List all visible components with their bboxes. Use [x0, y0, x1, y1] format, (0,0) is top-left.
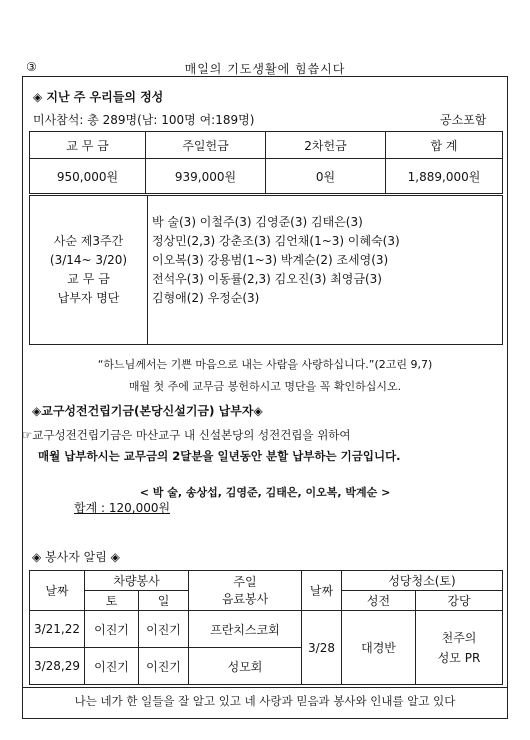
- col-header-sunday: 주일헌금: [146, 132, 266, 159]
- header-drink-line2: 음료봉사: [221, 591, 269, 606]
- cleaning-yard: [416, 611, 503, 685]
- header-vehicle: 차량봉사: [85, 571, 189, 591]
- value-second: 0원: [266, 159, 386, 194]
- volunteer-table: [29, 570, 503, 685]
- payer-names-line: 전석우(3) 이동률(2,3) 김오진(3) 최영금(3): [152, 272, 382, 286]
- dues-reminder: 매월 첫 주에 교무금 봉헌하시고 명단을 꼭 확인하십시오.: [128, 380, 402, 393]
- header-drink: [189, 571, 302, 611]
- value-total: 1,889,000원: [386, 159, 503, 194]
- payer-label-line: 납부자 명단: [57, 291, 120, 305]
- header-date: 날짜: [30, 571, 85, 611]
- attendance-note: 공소포함: [440, 113, 487, 127]
- volunteer-section-title: ◈ 봉사자 알림 ◈: [32, 550, 120, 564]
- footer-divider: [22, 687, 508, 688]
- row-date: 3/21,22: [30, 611, 85, 648]
- header-drink-line1: 주일: [233, 574, 257, 589]
- payer-list-label: [30, 196, 148, 344]
- col-header-dues: 교 무 금: [30, 132, 146, 159]
- header-sat: 토: [85, 591, 139, 611]
- fund-donor-list: < 박 술, 송상섭, 김영준, 김태은, 이오복, 박계순 >: [139, 486, 391, 499]
- fund-section-title: ◈교구성전건립기금(본당신설기금) 납부자◈: [32, 404, 263, 418]
- header-sanctuary: 성전: [342, 591, 416, 611]
- value-dues: 950,000원: [30, 159, 146, 194]
- cleaning-date: 3/28: [302, 611, 342, 685]
- fund-description-line1: ☞교구성전건립기금은 마산교구 내 신설본당의 성전건립을 위하여: [22, 428, 351, 442]
- footer-verse: 나는 네가 한 일들을 잘 알고 있고 네 사랑과 믿음과 봉사와 인내를 알고 있다: [74, 694, 456, 708]
- payer-names-line: 김형애(2) 우정순(3): [152, 291, 260, 305]
- payer-names-line: 정상민(2,3) 강춘조(3) 김언채(1~3) 이혜숙(3): [152, 234, 400, 248]
- row-sun: 이진기: [139, 648, 189, 685]
- payer-label-line: (3/14~ 3/20): [49, 253, 128, 267]
- page-title: 매일의 기도생활에 힘씁시다: [184, 62, 346, 76]
- header-cleaning: 성당청소(토): [342, 571, 503, 591]
- row-sat: 이진기: [85, 648, 139, 685]
- col-header-second: 2차헌금: [266, 132, 386, 159]
- fund-total: 합계 : 120,000원: [74, 501, 171, 515]
- page-number: ③: [26, 60, 37, 74]
- row-drink: 성모회: [189, 648, 302, 685]
- header-date-2: 날짜: [302, 571, 342, 611]
- payer-label-line: 교 무 금: [67, 272, 110, 286]
- row-sat: 이진기: [85, 611, 139, 648]
- cleaning-sanctuary: 대경반: [342, 611, 416, 685]
- offering-table: [29, 131, 503, 194]
- row-sun: 이진기: [139, 611, 189, 648]
- payer-names-line: 박 술(3) 이철주(3) 김영준(3) 김태은(3): [152, 215, 363, 229]
- payer-names: [152, 213, 400, 308]
- payer-names-line: 이오복(3) 강용범(1~3) 박계순(2) 조세영(3): [152, 253, 389, 267]
- cleaning-yard-line1: 천주의: [441, 630, 477, 645]
- header-sun: 일: [139, 591, 189, 611]
- row-date: 3/28,29: [30, 648, 85, 685]
- cleaning-yard-line2: 성모 PR: [437, 650, 481, 665]
- row-drink: 프란치스코회: [189, 611, 302, 648]
- attendance-text: 미사참석: 총 289명(남: 100명 여:189명): [33, 113, 255, 127]
- offering-section-title: ◈ 지난 주 우리들의 정성: [33, 90, 164, 104]
- value-sunday: 939,000원: [146, 159, 266, 194]
- table-row: [30, 611, 503, 648]
- scripture-quote: “하느님께서는 기쁜 마음으로 내는 사람을 사랑하십니다.”(2고린 9,7): [97, 358, 433, 371]
- payer-label-line: 사순 제3주간: [53, 234, 124, 248]
- payer-list-box: [29, 195, 503, 345]
- header-yard: 강당: [416, 591, 503, 611]
- fund-description-line2: 매월 납부하시는 교무금의 2달분을 일년동안 분할 납부하는 기금입니다.: [38, 449, 401, 463]
- col-header-total: 합 계: [386, 132, 503, 159]
